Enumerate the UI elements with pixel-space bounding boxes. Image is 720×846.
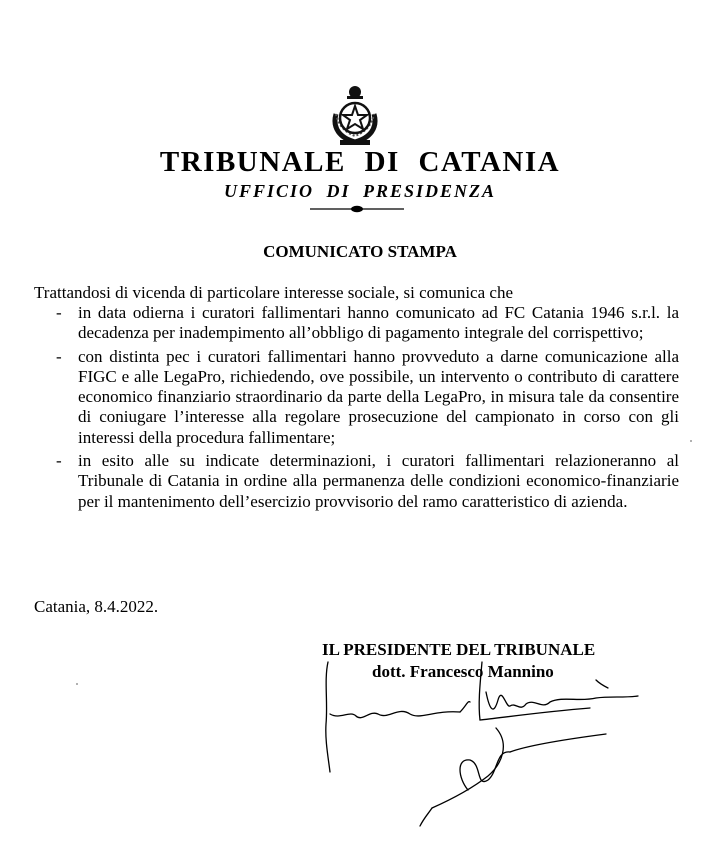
point-text: in esito alle su indicate determinazioni, i curatori fallimentari relazioneranno al Tribunale di Catania in ordine alla permanenza delle condizioni economico-finanziarie per il mantenimento dell’esercizio provvisorio del ramo caratteristico di azienda. [78,451,679,511]
point-text: con distinta pec i curatori fallimentari hanno provveduto a darne comunicazione alla FIGC e alle LegaPro, richiedendo, ove possibile, un intervento o contributo di carattere economico finanziario straordinario da parte della LegaPro, in misura tale da consentire di coniugare l’interesse alla regolare prosecuzione del campionato in corso con gli interessi della procedura fallimentare; [78,346,679,447]
signatory-title: IL PRESIDENTE DEL TRIBUNALE [322,640,596,659]
stray-mark [76,683,78,685]
list-item [56,347,679,448]
bullet-dash: - [56,346,62,366]
bullet-dash: - [56,451,62,471]
point-text: in data odierna i curatori fallimentari hanno comunicato ad FC Catania 1946 s.r.l. la decadenza per inadempimento all’obbligo di pagamento integrale del corrispettivo; [78,303,679,343]
announcement-list [56,303,679,512]
list-item [56,451,679,512]
court-name: TRIBUNALE DI CATANIA [159,146,561,178]
handwritten-signature-icon [310,640,650,830]
press-release-heading: COMUNICATO STAMPA [263,242,457,261]
place-date: Catania, 8.4.2022. [34,597,159,616]
office-name: UFFICIO DI PRESIDENZA [223,181,497,201]
list-item [56,303,679,344]
signatory-name: dott. Francesco Mannino [372,662,554,681]
bullet-dash: - [56,303,62,322]
republic-emblem-icon [326,84,384,146]
ornament-divider-icon [310,204,404,214]
stray-mark [690,440,692,442]
intro-text: Trattandosi di vicenda di particolare interesse sociale, si comunica che [34,283,513,302]
